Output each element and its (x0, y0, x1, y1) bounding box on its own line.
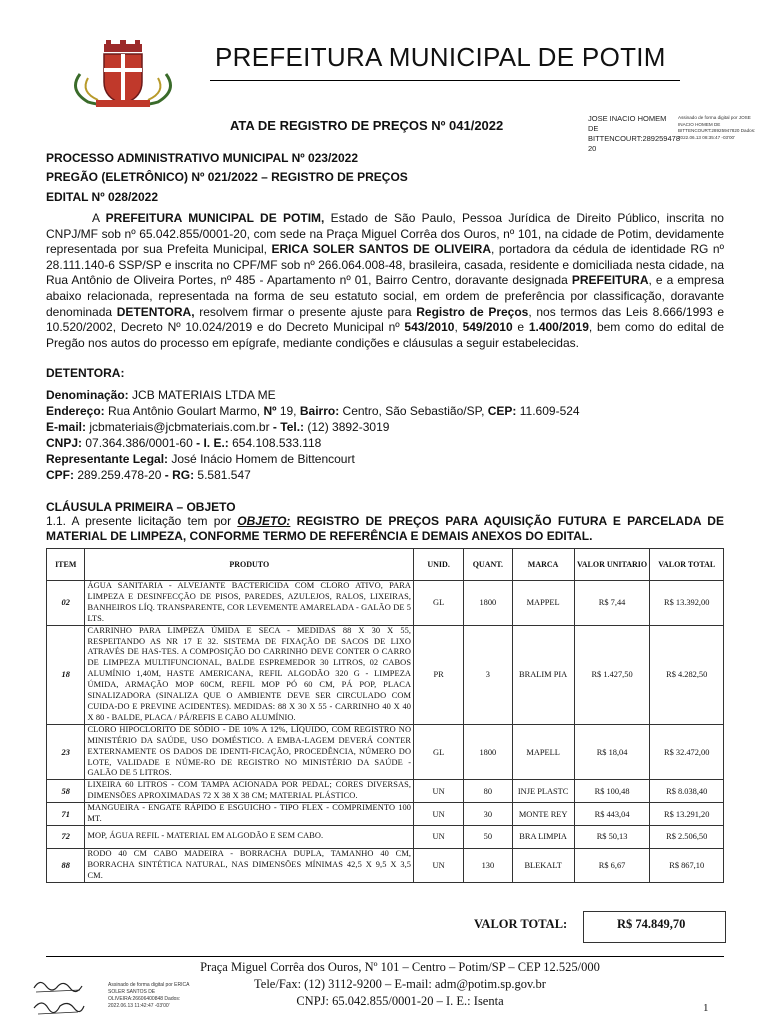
row-marca: MAPPEL (512, 581, 574, 626)
row-valor-unitario: R$ 443,04 (574, 803, 650, 826)
row-marca: MAPELL (512, 724, 574, 780)
row-produto: CARRINHO PARA LIMPEZA ÚMIDA E SECA - MEDIDAS 88 X 30 X 55, RESPEITANDO AS NR 17 E 32. SISTEMA DE FIXAÇÃO DE SACOS DE LIXO ATRAVÉS DE HAS-TES. A COMPOSIÇÃO DO CARRINHO DEVE CONTER O CARRO DE LIMPEZA MULTIFUNCIONAL, BALDE ESPREMEDOR 30 LITROS, 02 CABOS ALUMÍNIO 1,40M, HASTE AMERICANA, REFIL ALGODÃO 320 G - LIMPEZA ÚMIDA, ARMAÇÃO MOP 60CM, REFIL MOP PÓ 60 CM, PÁ POP, PLACA SINALIZADORA (SINALIZA QUE O AMBIENTE DEVE SER CIRCULADO COM CUIDA-DO E PREVINE ACIDENTES). MEDIDAS: 88 X 30 X 55 - CARRINHO 40 X 40 X 80 - BALDE, PLACA / PÁ/REFIS E CABO ALUMÍNIO. (85, 625, 414, 724)
table-row (47, 848, 724, 882)
row-valor-total: R$ 13.392,00 (650, 581, 724, 626)
handwritten-signature (30, 976, 86, 1020)
row-quant: 30 (464, 803, 512, 826)
col-valor-total: VALOR TOTAL (650, 549, 724, 581)
row-unid: UN (414, 825, 464, 848)
col-marca: MARCA (512, 549, 574, 581)
row-unid: UN (414, 803, 464, 826)
row-marca: BLEKALT (512, 848, 574, 882)
title-divider (210, 80, 680, 81)
row-valor-total: R$ 4.282,50 (650, 625, 724, 724)
total-label: VALOR TOTAL: (474, 917, 568, 931)
row-unid: UN (414, 848, 464, 882)
row-produto: LIXEIRA 60 LITROS - COM TAMPA ACIONADA POR PEDAL; CORES DIVERSAS, DIMENSÕES APROXIMADAS 72 X 38 X 38 CM; MATERIAL PLÁSTICO. (85, 780, 414, 803)
page-title: PREFEITURA MUNICIPAL DE POTIM (215, 42, 666, 72)
col-produto: PRODUTO (85, 549, 414, 581)
items-table (46, 548, 724, 883)
processo-heading: PROCESSO ADMINISTRATIVO MUNICIPAL Nº 023/2022 (46, 151, 358, 165)
cnpj-line: CNPJ: 07.364.386/0001-60 - I. E.: 654.108.533.118 (46, 435, 322, 450)
row-produto: MOP, ÁGUA REFIL - MATERIAL EM ALGODÃO E SEM CABO. (85, 825, 414, 848)
col-unid: UNID. (414, 549, 464, 581)
row-produto: MANGUEIRA - ENGATE RÁPIDO E ESGUICHO - TIPO FLEX - COMPRIMENTO 100 MT. (85, 803, 414, 826)
row-valor-unitario: R$ 1.427,50 (574, 625, 650, 724)
row-item: 18 (47, 625, 85, 724)
intro-paragraph: A PREFEITURA MUNICIPAL DE POTIM, Estado de São Paulo, Pessoa Jurídica de Direito Público, inscrita no CNPJ/MF sob nº 65.042.855/0001-20, com sede na Praça Miguel Corrêa dos Ouros, nº 101, na cidade de Potim, devidamente representada por sua Prefeita Municipal, ERICA SOLER SANTOS DE OLIVEIRA, portadora da cédula de identidade RG nº 28.111.140-6 SSP/SP e inscrita no CPF/MF sob nº 266.064.008-48, brasileira, casada, residente e domiciliada nesta cidade, na Rua Antônio de Oliveira Portes, nº 485 - Apartamento nº 01, Bairro Centro, doravante designada PREFEITURA, e a empresa abaixo relacionada, representada na forma de seu estatuto social, em ordem de preferência por classificação, doravante denominada DETENTORA, resolvem firmar o presente ajuste para Registro de Preços, nos termos das Leis 8.666/1993 e 10.520/2002, Decreto Nº 10.024/2019 e do Decreto Municipal nº 543/2010, 549/2010 e 1.400/2019, bem como do edital de Pregão nos autos do processo em epígrafe, mediante condições e cláusulas a seguir estabelecidas. (46, 211, 725, 350)
cpf-line: CPF: 289.259.478-20 - RG: 5.581.547 (46, 467, 251, 482)
footer-address: Praça Miguel Corrêa dos Ouros, Nº 101 – Centro – Potim/SP – CEP 12.525/000 (200, 960, 600, 974)
endereco-line: Endereço: Rua Antônio Goulart Marmo, Nº 19, Bairro: Centro, São Sebastião/SP, CEP: 11.609-524 (46, 403, 580, 418)
page-number: 1 (703, 1002, 709, 1014)
row-quant: 3 (464, 625, 512, 724)
ata-title: ATA DE REGISTRO DE PREÇOS Nº 041/2022 (230, 118, 504, 133)
row-produto: RODO 40 CM CABO MADEIRA - BORRACHA DUPLA, TAMANHO 40 CM, BORRACHA SINTÉTICA NATURAL, NAS DIMENSÕES MÍNIMAS 42,5 X 9,5 X 3,5 CM. (85, 848, 414, 882)
row-unid: UN (414, 780, 464, 803)
row-item: 58 (47, 780, 85, 803)
table-row (47, 581, 724, 626)
row-marca: BRA LIMPIA (512, 825, 574, 848)
row-item: 88 (47, 848, 85, 882)
row-quant: 80 (464, 780, 512, 803)
digital-signature-stamp: JOSE INACIO HOMEM DE BITTENCOURT:289259478 20 (588, 114, 680, 153)
row-quant: 1800 (464, 581, 512, 626)
col-item: ITEM (47, 549, 85, 581)
row-item: 71 (47, 803, 85, 826)
detentora-info (46, 388, 580, 483)
row-valor-unitario: R$ 6,67 (574, 848, 650, 882)
col-quant: QUANT. (464, 549, 512, 581)
clausula-text: 1.1. A presente licitação tem por OBJETO: REGISTRO DE PREÇOS PARA AQUISIÇÃO FUTURA E PARCELADA DE MATERIAL DE LIMPEZA, CONFORME TERMO DE REFERÊNCIA E DEMAIS ANEXOS DO EDITAL. (46, 514, 724, 543)
footer-contact: Tele/Fax: (12) 3112-9200 – E-mail: adm@potim.sp.gov.br (254, 977, 546, 991)
row-produto: ÁGUA SANITARIA - ALVEJANTE BACTERICIDA COM CLORO ATIVO, PARA LIMPEZA E DESINFECÇÃO DE PISOS, PAREDES, AZULEJOS, RALOS, LIXEIRAS, BANHEIROS LÍQ. TRANSPARENTE, COR LEVEMENTE AMARELADA - GALÃO DE 5 LTS. (85, 581, 414, 626)
table-header-row (47, 549, 724, 581)
row-quant: 130 (464, 848, 512, 882)
representante-line: Representante Legal: José Inácio Homem de Bittencourt (46, 451, 355, 466)
row-quant: 50 (464, 825, 512, 848)
footer-divider (46, 956, 724, 957)
row-valor-total: R$ 13.291,20 (650, 803, 724, 826)
row-valor-unitario: R$ 18,04 (574, 724, 650, 780)
row-item: 23 (47, 724, 85, 780)
row-valor-unitario: R$ 50,13 (574, 825, 650, 848)
row-unid: GL (414, 724, 464, 780)
col-valor-unitario: VALOR UNITARIO (574, 549, 650, 581)
row-item: 72 (47, 825, 85, 848)
row-item: 02 (47, 581, 85, 626)
email-line: E-mail: jcbmateriais@jcbmateriais.com.br - Tel.: (12) 3892-3019 (46, 419, 390, 434)
row-unid: PR (414, 625, 464, 724)
pregao-heading: PREGÃO (ELETRÔNICO) Nº 021/2022 – REGISTRO DE PREÇOS (46, 170, 408, 184)
footer-cnpj: CNPJ: 65.042.855/0001-20 – I. E.: Isenta (296, 994, 504, 1008)
total-value: R$ 74.849,70 (617, 917, 686, 931)
row-valor-total: R$ 8.038,40 (650, 780, 724, 803)
table-row (47, 625, 724, 724)
table-row (47, 803, 724, 826)
municipal-crest-logo (68, 40, 178, 108)
digital-signature-note: Assinado de forma digital por JOSE INACIO HOMEM DE BITTENCOURT:28925947820 Dados: 2022.06.13 08:35:47 -03'00' (678, 115, 756, 140)
table-row (47, 825, 724, 848)
row-valor-total: R$ 32.472,00 (650, 724, 724, 780)
table-row (47, 780, 724, 803)
row-valor-total: R$ 867,10 (650, 848, 724, 882)
row-valor-total: R$ 2.506,50 (650, 825, 724, 848)
footer-digital-signature-note: Assinado de forma digital por ERICA SOLER SANTOS DE OLIVEIRA:26606400848 Dados: 2022.06.13 11:42:47 -03'00' (108, 982, 190, 1009)
clausula-heading: CLÁUSULA PRIMEIRA – OBJETO (46, 500, 236, 514)
edital-heading: EDITAL Nº 028/2022 (46, 190, 158, 204)
table-row (47, 724, 724, 780)
row-valor-unitario: R$ 7,44 (574, 581, 650, 626)
row-unid: GL (414, 581, 464, 626)
row-marca: BRALIM PIA (512, 625, 574, 724)
row-marca: INJE PLASTC (512, 780, 574, 803)
detentora-heading: DETENTORA: (46, 366, 125, 380)
row-produto: CLORO HIPOCLORITO DE SÓDIO - DE 10% A 12%, LÍQUIDO, COM REGISTRO NO MINISTÉRIO DA SAÚDE, USO DOMÉSTICO. A EMBA-LAGEM DEVERÁ CONTER EXTERNAMENTE OS DADOS DE IDENTI-FICAÇÃO, PROCEDÊNCIA, NÚMERO DO LOTE, VALIDADE E NÚME-RO DE REGISTRO NO MINISTÉRIO DA SAÚDE - GALÃO DE 5 LITROS. (85, 724, 414, 780)
denominacao-line: Denominação: JCB MATERIAIS LTDA ME (46, 388, 276, 402)
row-valor-unitario: R$ 100,48 (574, 780, 650, 803)
row-marca: MONTE REY (512, 803, 574, 826)
row-quant: 1800 (464, 724, 512, 780)
